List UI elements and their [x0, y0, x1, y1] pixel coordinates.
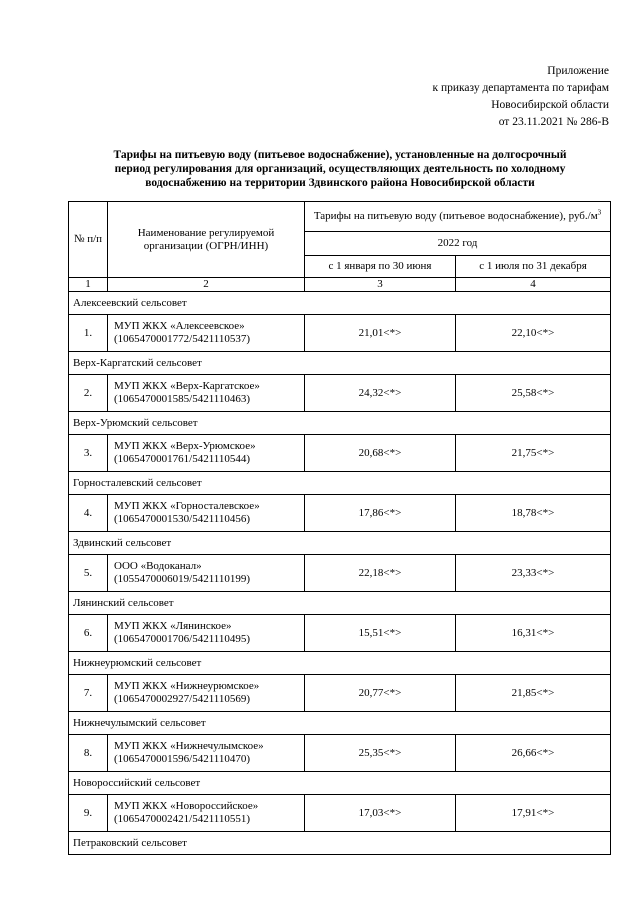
org-ids: (1065470001596/5421110470): [114, 753, 251, 765]
row-num: 9.: [69, 795, 108, 832]
section-name: Горносталевский сельсовет: [69, 472, 611, 495]
tariff-period-1: 22,18<*>: [305, 555, 456, 592]
appendix-line: Новосибирской области: [491, 99, 609, 111]
org-ids: (1065470002421/5421110551): [114, 813, 251, 825]
tariff-period-1: 15,51<*>: [305, 615, 456, 652]
table-row: [69, 375, 611, 412]
tariff-period-2: 17,91<*>: [456, 795, 611, 832]
org-name: МУП ЖКХ «Новороссийское»: [114, 800, 259, 812]
org-cell: [108, 675, 305, 712]
section-name: Алексеевский сельсовет: [69, 292, 611, 315]
org-name: ООО «Водоканал»: [114, 560, 202, 572]
row-num: 6.: [69, 615, 108, 652]
title-line: Тарифы на питьевую воду (питьевое водоснабжение), установленные на долгосрочный: [113, 149, 567, 161]
org-name: МУП ЖКХ «Горносталевское»: [114, 500, 260, 512]
org-name: МУП ЖКХ «Верх-Урюмское»: [114, 440, 256, 452]
header-period-1: с 1 января по 30 июня: [305, 256, 456, 278]
appendix-order-date: от 23.11.2021 № 286-В: [498, 116, 609, 128]
colnum-3: 3: [305, 278, 456, 292]
org-ids: (1065470002927/5421110569): [114, 693, 251, 705]
header-year: 2022 год: [305, 232, 611, 256]
org-name: МУП ЖКХ «Лянинское»: [114, 620, 232, 632]
org-cell: [108, 495, 305, 532]
org-ids: (1065470001530/5421110456): [114, 513, 251, 525]
header-tariffs-sup: 3: [597, 208, 602, 217]
section-name: Здвинский сельсовет: [69, 532, 611, 555]
header-tariffs-text: Тарифы на питьевую воду (питьевое водоснабжение), руб./м: [313, 210, 598, 222]
tariff-period-1: 17,86<*>: [305, 495, 456, 532]
tariff-period-1: 20,68<*>: [305, 435, 456, 472]
appendix-line: к приказу департамента по тарифам: [432, 82, 609, 94]
tariff-period-2: 25,58<*>: [456, 375, 611, 412]
appendix-block: [432, 63, 609, 131]
table-row: [69, 735, 611, 772]
table-row: [69, 315, 611, 352]
section-name: Лянинский сельсовет: [69, 592, 611, 615]
colnum-1: 1: [69, 278, 108, 292]
tariff-period-2: 16,31<*>: [456, 615, 611, 652]
header-num: № п/п: [69, 202, 108, 278]
tariff-period-1: 21,01<*>: [305, 315, 456, 352]
row-num: 3.: [69, 435, 108, 472]
row-num: 5.: [69, 555, 108, 592]
org-cell: [108, 555, 305, 592]
org-name: МУП ЖКХ «Нижнечулымское»: [114, 740, 264, 752]
org-ids: (1065470001772/5421110537): [114, 333, 251, 345]
row-num: 4.: [69, 495, 108, 532]
tariff-period-1: 25,35<*>: [305, 735, 456, 772]
org-cell: [108, 795, 305, 832]
table-row: [69, 435, 611, 472]
row-num: 1.: [69, 315, 108, 352]
document-title: [70, 148, 610, 190]
table-row: [69, 795, 611, 832]
header-period-2: с 1 июля по 31 декабря: [456, 256, 611, 278]
tariff-period-2: 21,75<*>: [456, 435, 611, 472]
org-ids: (1055470006019/5421110199): [114, 573, 251, 585]
colnum-4: 4: [456, 278, 611, 292]
org-cell: [108, 615, 305, 652]
section-name: Нижнеурюмский сельсовет: [69, 652, 611, 675]
table-row: [69, 675, 611, 712]
title-line: период регулирования для организаций, осуществляющих деятельность по холодному: [114, 163, 566, 175]
table-row: [69, 615, 611, 652]
org-name: МУП ЖКХ «Нижнеурюмское»: [114, 680, 260, 692]
header-org: Наименование регулируемой организации (ОГРН/ИНН): [108, 202, 305, 278]
org-cell: [108, 315, 305, 352]
colnum-2: 2: [108, 278, 305, 292]
tariff-period-2: 22,10<*>: [456, 315, 611, 352]
tariff-period-2: 23,33<*>: [456, 555, 611, 592]
tariff-period-2: 21,85<*>: [456, 675, 611, 712]
section-name: Петраковский сельсовет: [69, 832, 611, 855]
title-line: водоснабжению на территории Здвинского района Новосибирской области: [145, 177, 535, 189]
row-num: 2.: [69, 375, 108, 412]
org-cell: [108, 375, 305, 412]
org-ids: (1065470001585/5421110463): [114, 393, 251, 405]
tariff-period-1: 17,03<*>: [305, 795, 456, 832]
org-ids: (1065470001761/5421110544): [114, 453, 251, 465]
appendix-line: Приложение: [547, 65, 609, 77]
org-cell: [108, 735, 305, 772]
table-row: [69, 495, 611, 532]
tariff-period-1: 24,32<*>: [305, 375, 456, 412]
org-name: МУП ЖКХ «Верх-Каргатское»: [114, 380, 260, 392]
org-ids: (1065470001706/5421110495): [114, 633, 251, 645]
table-row: [69, 555, 611, 592]
row-num: 8.: [69, 735, 108, 772]
header-tariffs: [305, 202, 611, 232]
section-name: Верх-Каргатский сельсовет: [69, 352, 611, 375]
tariff-period-1: 20,77<*>: [305, 675, 456, 712]
tariff-period-2: 26,66<*>: [456, 735, 611, 772]
org-name: МУП ЖКХ «Алексеевское»: [114, 320, 245, 332]
section-name: Верх-Урюмский сельсовет: [69, 412, 611, 435]
tariff-table: [68, 201, 611, 855]
tariff-period-2: 18,78<*>: [456, 495, 611, 532]
section-name: Новороссийский сельсовет: [69, 772, 611, 795]
row-num: 7.: [69, 675, 108, 712]
section-name: Нижнечулымский сельсовет: [69, 712, 611, 735]
org-cell: [108, 435, 305, 472]
